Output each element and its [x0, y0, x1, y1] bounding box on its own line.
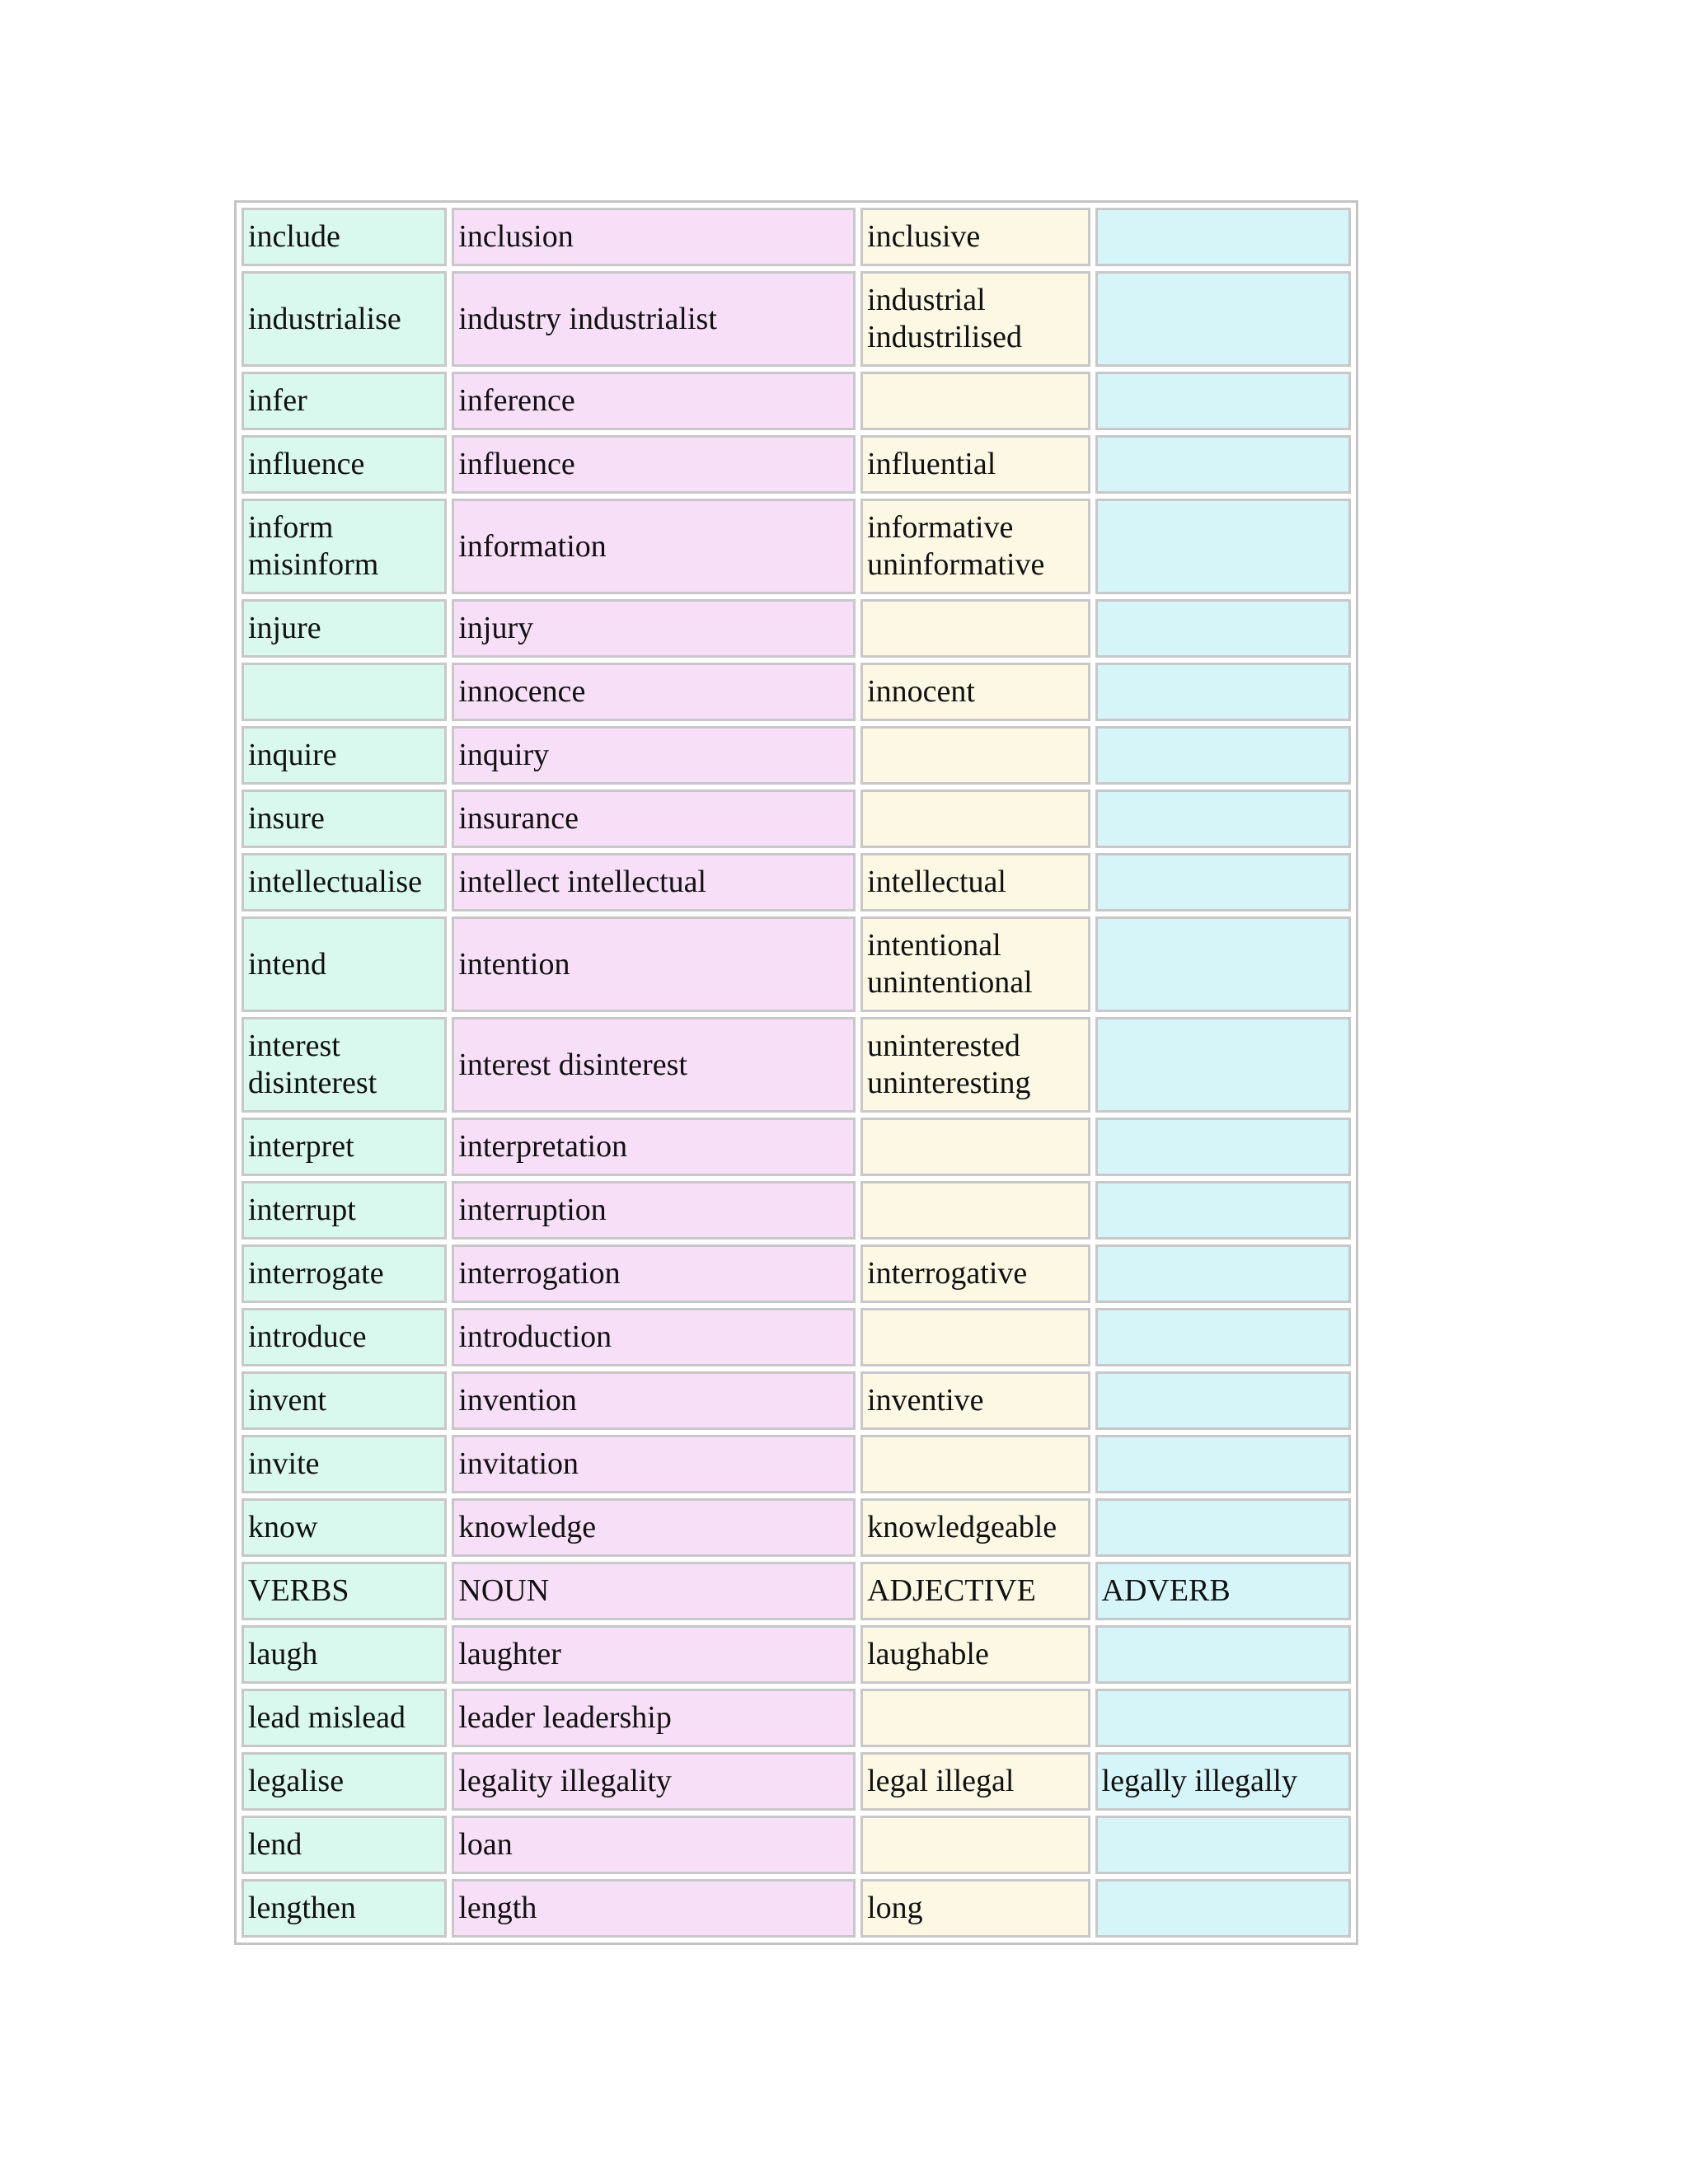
adjective-cell: industrial industrilised [860, 271, 1090, 367]
adverb-cell [1095, 208, 1351, 266]
adjective-cell: legal illegal [860, 1752, 1090, 1811]
noun-cell: introduction [452, 1308, 856, 1366]
verb-cell: inquire [241, 726, 447, 785]
verb-cell: laugh [241, 1625, 447, 1684]
adjective-cell: innocent [860, 663, 1090, 721]
table-row [241, 1118, 1351, 1176]
verb-cell: introduce [241, 1308, 447, 1366]
noun-cell: interpretation [452, 1118, 856, 1176]
noun-cell: insurance [452, 790, 856, 848]
table-header-row [241, 1562, 1351, 1620]
table-row [241, 208, 1351, 266]
table-row [241, 1625, 1351, 1684]
adjective-cell: knowledgeable [860, 1498, 1090, 1557]
adjective-cell [860, 1689, 1090, 1747]
noun-cell: injury [452, 599, 856, 658]
adjective-cell [860, 1308, 1090, 1366]
table-row [241, 1308, 1351, 1366]
adverb-cell [1095, 663, 1351, 721]
table-row [241, 1181, 1351, 1240]
verb-cell: intend [241, 916, 447, 1012]
noun-cell: interrogation [452, 1244, 856, 1303]
noun-cell: laughter [452, 1625, 856, 1684]
verb-cell: interest disinterest [241, 1017, 447, 1113]
verb-cell: intellectualise [241, 853, 447, 912]
verb-cell: include [241, 208, 447, 266]
adjective-cell [860, 790, 1090, 848]
noun-cell: intention [452, 916, 856, 1012]
adjective-cell: laughable [860, 1625, 1090, 1684]
table-row [241, 372, 1351, 430]
adjective-cell [860, 1181, 1090, 1240]
adverb-cell [1095, 726, 1351, 785]
noun-cell: information [452, 499, 856, 594]
verb-cell: infer [241, 372, 447, 430]
noun-cell: length [452, 1879, 856, 1938]
adverb-cell: legally illegally [1095, 1752, 1351, 1811]
adverb-cell [1095, 916, 1351, 1012]
noun-cell: inclusion [452, 208, 856, 266]
verb-cell: interrupt [241, 1181, 447, 1240]
table-row [241, 1816, 1351, 1874]
table-row [241, 1371, 1351, 1430]
adverb-cell [1095, 1689, 1351, 1747]
adverb-cell [1095, 1625, 1351, 1684]
verb-cell: lead mislead [241, 1689, 447, 1747]
adverb-cell [1095, 1118, 1351, 1176]
adjective-cell [860, 726, 1090, 785]
adjective-cell [860, 1118, 1090, 1176]
noun-cell: intellect intellectual [452, 853, 856, 912]
table-row [241, 1244, 1351, 1303]
verb-cell: insure [241, 790, 447, 848]
noun-cell: interest disinterest [452, 1017, 856, 1113]
noun-column-heading: NOUN [452, 1562, 856, 1620]
adverb-cell [1095, 1371, 1351, 1430]
adjective-cell: inventive [860, 1371, 1090, 1430]
adjective-cell: long [860, 1879, 1090, 1938]
noun-cell: inquiry [452, 726, 856, 785]
table-row [241, 1689, 1351, 1747]
table-row [241, 726, 1351, 785]
adverb-cell [1095, 599, 1351, 658]
adjective-column-heading: ADJECTIVE [860, 1562, 1090, 1620]
adjective-cell [860, 599, 1090, 658]
adjective-cell [860, 1435, 1090, 1493]
table-row [241, 1498, 1351, 1557]
table-row [241, 663, 1351, 721]
adverb-column-heading: ADVERB [1095, 1562, 1351, 1620]
verb-cell: interrogate [241, 1244, 447, 1303]
noun-cell: knowledge [452, 1498, 856, 1557]
adverb-cell [1095, 1308, 1351, 1366]
noun-cell: influence [452, 435, 856, 494]
table-row [241, 1879, 1351, 1938]
table-row [241, 1435, 1351, 1493]
adverb-cell [1095, 372, 1351, 430]
noun-cell: invitation [452, 1435, 856, 1493]
table-row [241, 271, 1351, 367]
noun-cell: invention [452, 1371, 856, 1430]
adjective-cell: intellectual [860, 853, 1090, 912]
verb-cell: injure [241, 599, 447, 658]
noun-cell: interruption [452, 1181, 856, 1240]
adverb-cell [1095, 790, 1351, 848]
table-row [241, 435, 1351, 494]
verb-cell: industrialise [241, 271, 447, 367]
adjective-cell: interrogative [860, 1244, 1090, 1303]
verb-cell: invent [241, 1371, 447, 1430]
adverb-cell [1095, 1816, 1351, 1874]
table-row [241, 1752, 1351, 1811]
adverb-cell [1095, 1017, 1351, 1113]
table-row [241, 599, 1351, 658]
adverb-cell [1095, 271, 1351, 367]
table-row [241, 853, 1351, 912]
verb-cell: know [241, 1498, 447, 1557]
verb-cell: interpret [241, 1118, 447, 1176]
adjective-cell [860, 1816, 1090, 1874]
verb-cell: invite [241, 1435, 447, 1493]
verb-cell: influence [241, 435, 447, 494]
verb-cell: legalise [241, 1752, 447, 1811]
table-row [241, 790, 1351, 848]
noun-cell: leader leadership [452, 1689, 856, 1747]
adjective-cell: intentional unintentional [860, 916, 1090, 1012]
adjective-cell [860, 372, 1090, 430]
noun-cell: legality illegality [452, 1752, 856, 1811]
verb-cell [241, 663, 447, 721]
noun-cell: loan [452, 1816, 856, 1874]
table-row [241, 499, 1351, 594]
verb-cell: lengthen [241, 1879, 447, 1938]
adverb-cell [1095, 1879, 1351, 1938]
table-row [241, 1017, 1351, 1113]
adjective-cell: informative uninformative [860, 499, 1090, 594]
adverb-cell [1095, 499, 1351, 594]
noun-cell: industry industrialist [452, 271, 856, 367]
adverb-cell [1095, 1498, 1351, 1557]
noun-cell: innocence [452, 663, 856, 721]
word-forms-table [234, 200, 1358, 1945]
verb-cell: inform misinform [241, 499, 447, 594]
noun-cell: inference [452, 372, 856, 430]
adjective-cell: uninterested uninteresting [860, 1017, 1090, 1113]
table-row [241, 916, 1351, 1012]
adverb-cell [1095, 853, 1351, 912]
verbs-column-heading: VERBS [241, 1562, 447, 1620]
word-forms-table-body [241, 208, 1351, 1938]
adverb-cell [1095, 435, 1351, 494]
verb-cell: lend [241, 1816, 447, 1874]
adverb-cell [1095, 1435, 1351, 1493]
adverb-cell [1095, 1181, 1351, 1240]
adverb-cell [1095, 1244, 1351, 1303]
adjective-cell: inclusive [860, 208, 1090, 266]
adjective-cell: influential [860, 435, 1090, 494]
